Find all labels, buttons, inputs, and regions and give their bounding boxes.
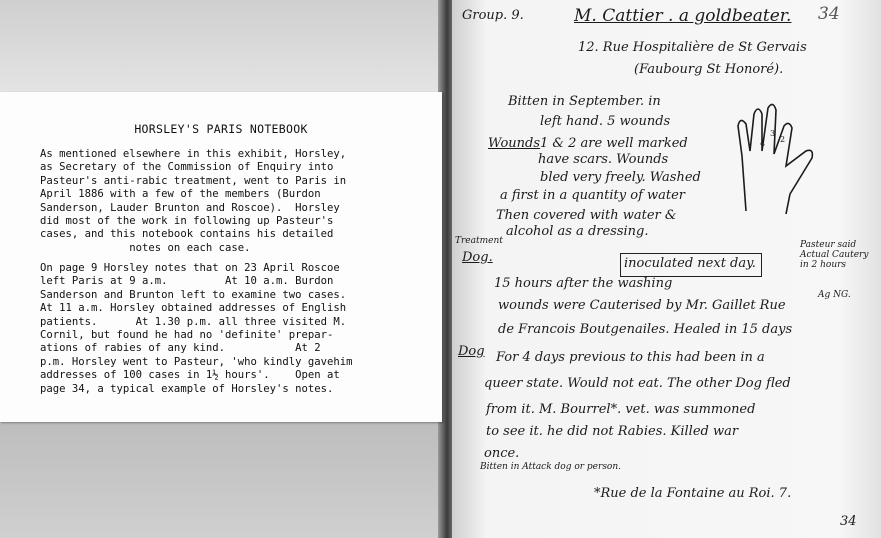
svg-text:2: 2	[780, 135, 786, 144]
wounds-label: Wounds	[488, 136, 541, 151]
footnote-address: *Rue de la Fontaine au Roi. 7.	[594, 486, 792, 501]
dog-line-4: to see it. he did not Rabies. Killed war	[486, 424, 739, 439]
dog-label-2: Dog	[458, 344, 485, 359]
francois-line: de Francois Boutgenailes. Healed in 15 days	[498, 322, 793, 337]
dog-line-1: For 4 days previous to this had been in a	[496, 350, 765, 365]
ag-note: Ag NG.	[818, 290, 851, 300]
address-line-2: (Faubourg St Honoré).	[634, 62, 784, 77]
hours-line: 15 hours after the washing	[494, 276, 673, 291]
page-shadow-bottom	[0, 422, 446, 538]
dog-label: Dog.	[462, 250, 493, 265]
treatment-label: Treatment	[455, 236, 503, 246]
wounds-line-4: a first in a quantity of water	[500, 188, 686, 203]
card-paragraph-1: As mentioned elsewhere in this exhibit, Horsley, as Secretary of the Commission of Enquiry into Pasteur's anti-rabic treatment, went to Paris in April 1886 with a few of the members (Burdon Sanderson, Lauder Brunton and Roscoe). Horsley did most of the work in following up Pasteur's cases, and this notebook contains his detailed notes on each case.	[40, 148, 347, 254]
address-line-1: 12. Rue Hospitalière de St Gervais	[578, 40, 807, 55]
hand-sketch-icon	[728, 96, 828, 216]
page-number-top: 34	[818, 4, 840, 24]
svg-text:3: 3	[770, 129, 776, 138]
card-paragraph-2: On page 9 Horsley notes that on 23 April Roscoe left Paris at 9 a.m. At 10 a.m. Burdon Sanderson and Brunton left to examine two cases. At 11 a.m. Horsley obtained addresses of English patients. At 1.30 p.m. all three visited M. Cornil, but found he had no 'definite' prepar- ations of rabies of any kind. At 2 p.m. Horsley went to Pasteur, 'who kindly gavehim addresses of 100 cases in 1½ hours'. Open at page 34, a typical example of Horsley's notes.	[40, 262, 353, 395]
patient-name: M. Cattier . a goldbeater.	[574, 6, 792, 26]
wounds-line-5: Then covered with water &	[496, 208, 677, 223]
svg-text:4: 4	[760, 139, 766, 148]
exhibit-caption-card	[0, 92, 442, 422]
group-label: Group. 9.	[462, 8, 524, 23]
page-shadow-top	[0, 0, 446, 92]
card-title: HORSLEY'S PARIS NOTEBOOK	[134, 122, 308, 136]
inoculated-line: inoculated next day.	[624, 256, 756, 271]
dog-line-2: queer state. Would not eat. The other Dog fled	[484, 376, 791, 391]
pasteur-margin-note: Pasteur said Actual Cautery in 2 hours	[800, 240, 869, 270]
cauterised-line: wounds were Cauterised by Mr. Gaillet Rue	[498, 298, 786, 313]
left-hand-line: left hand. 5 wounds	[540, 114, 671, 129]
wounds-line-1: 1 & 2 are well marked	[540, 136, 688, 151]
page-number-bottom: 34	[840, 514, 857, 529]
dog-line-3: from it. M. Bourrel*. vet. was summoned	[486, 402, 756, 417]
wounds-line-2: have scars. Wounds	[538, 152, 669, 167]
dog-line-5: once.	[484, 446, 520, 461]
wounds-line-6: alcohol as a dressing.	[506, 224, 649, 239]
dog-line-6: Bitten in Attack dog or person.	[480, 462, 622, 472]
bitten-line: Bitten in September. in	[508, 94, 661, 109]
wounds-line-3: bled very freely. Washed	[540, 170, 701, 185]
